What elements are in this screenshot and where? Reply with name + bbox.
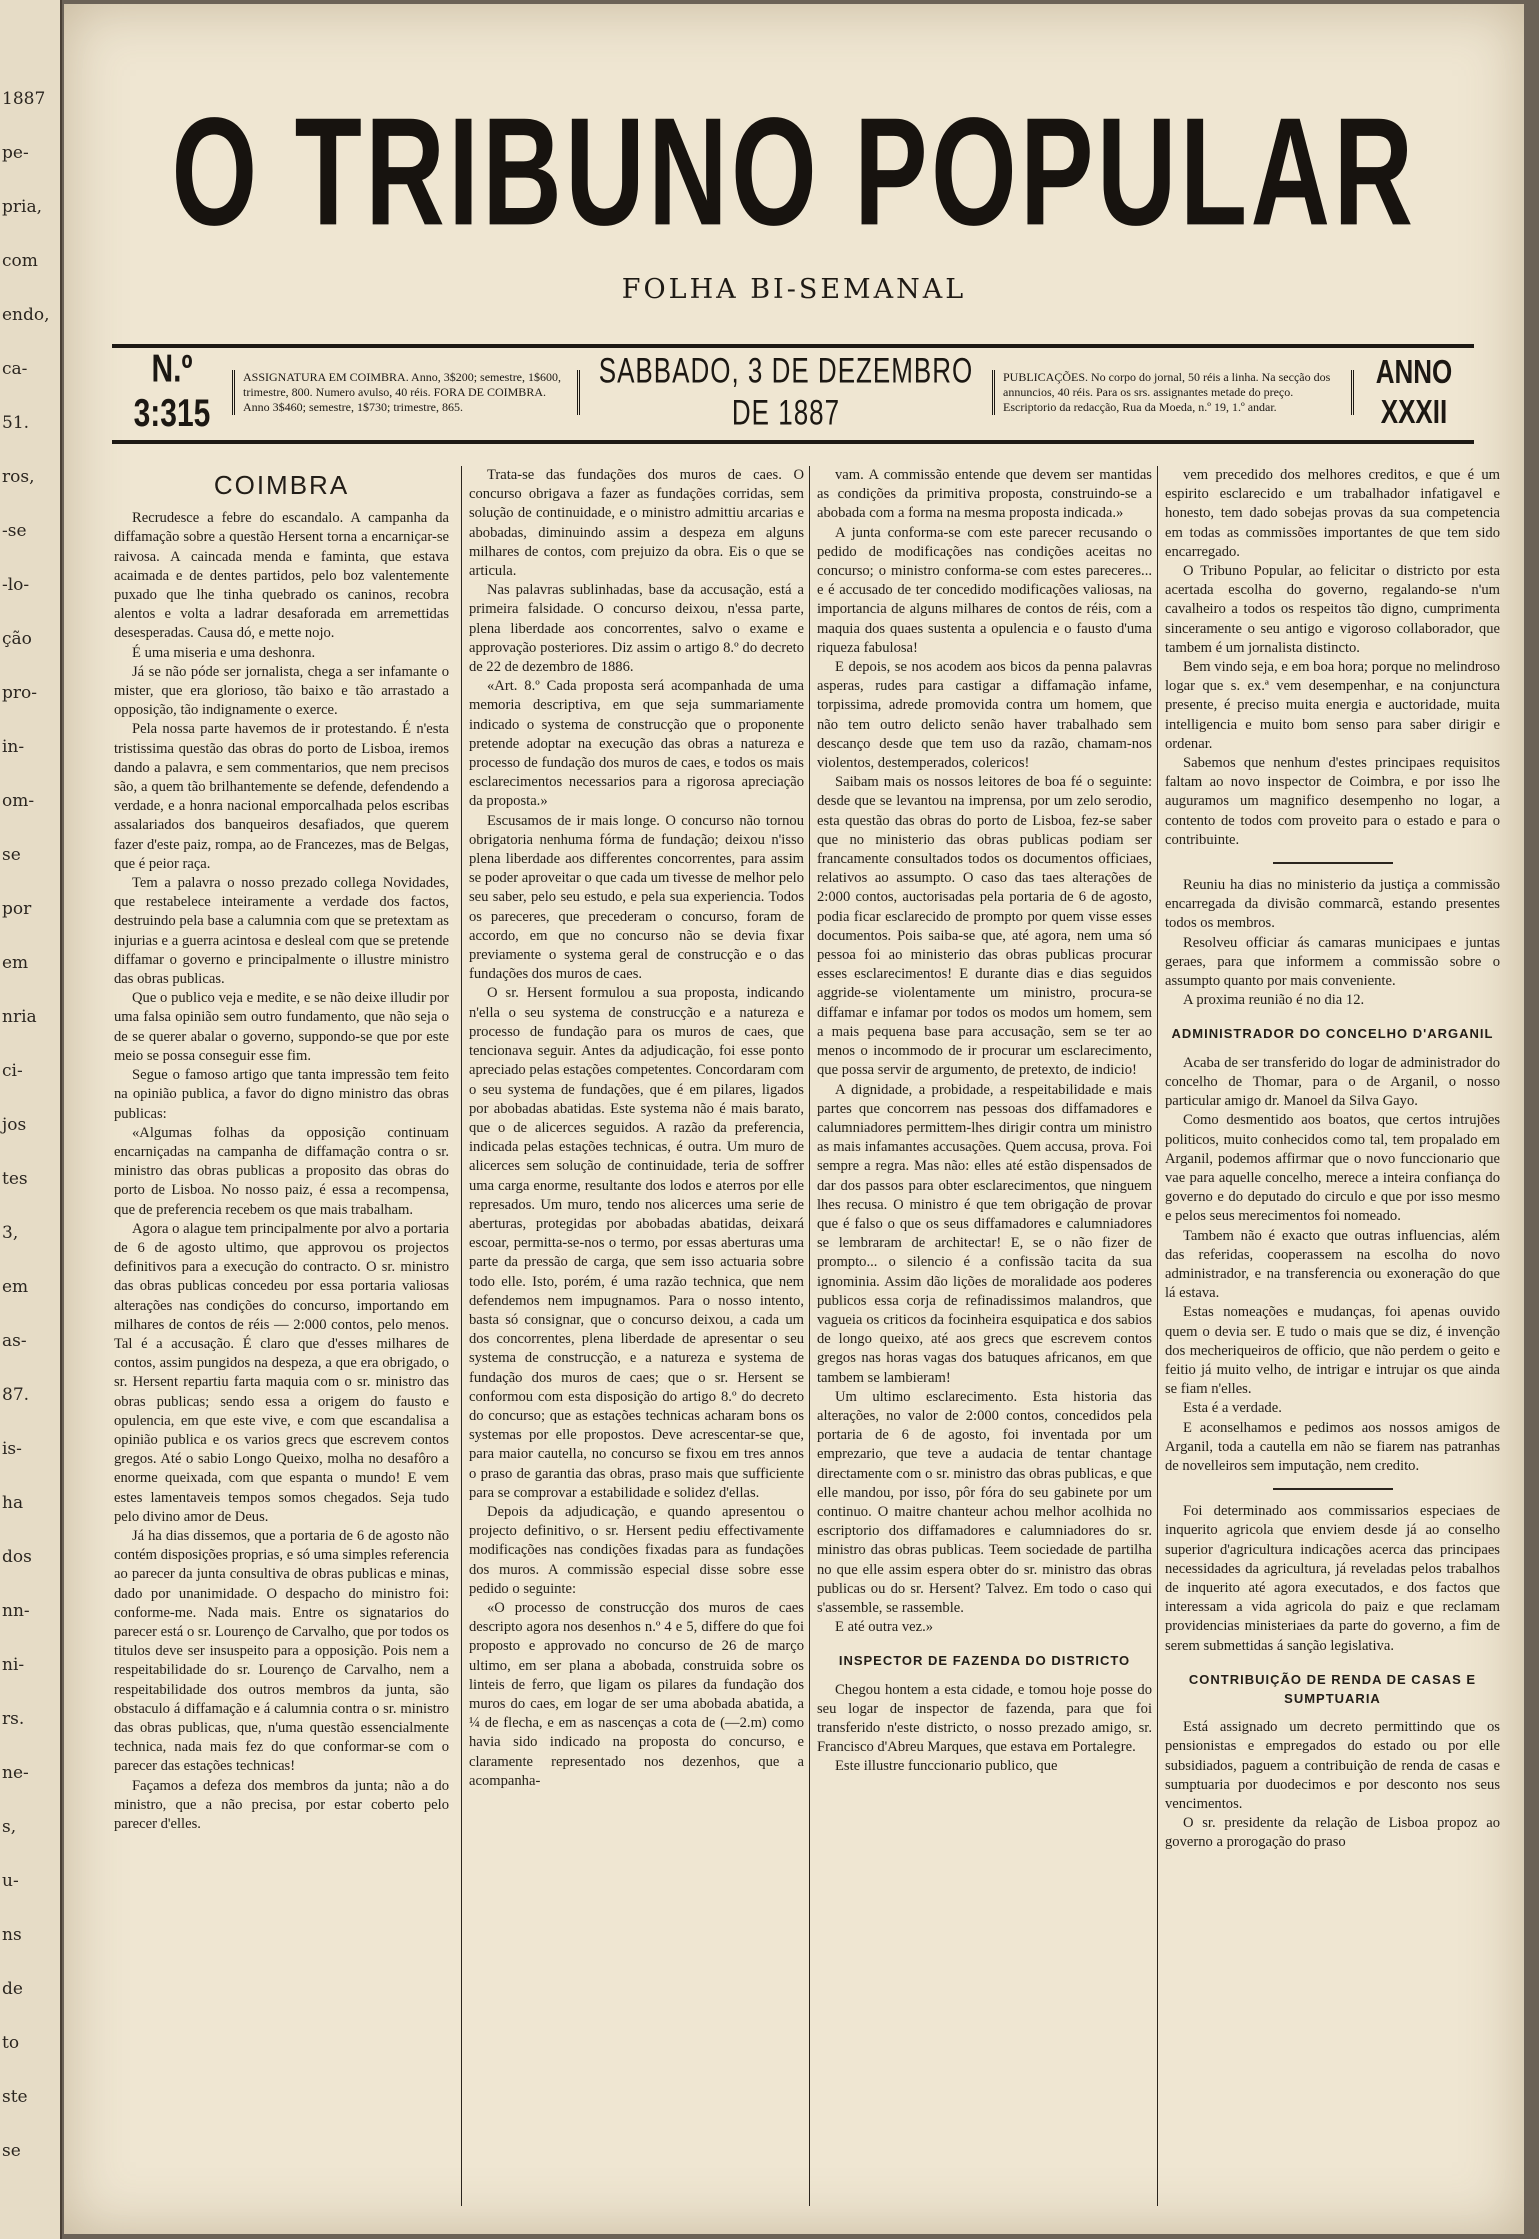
adjacent-page-fragment: s,	[2, 1817, 17, 1837]
paragraph: É uma miseria e uma deshonra.	[132, 644, 316, 661]
paragraph: «Algumas folhas da opposição continuam encarniçadas na campanha de diffamação contra o sr. ministro das obras publicas a proposito das obras do porto de Lisboa. No nosso paiz, é essa a recompensa, que de preferencia recebem os que mais trabalham.	[114, 1124, 449, 1218]
paragraph: O sr. presidente da relação de Lisboa propoz ao governo a prorogação do praso	[1165, 1815, 1500, 1851]
section-separator	[1273, 1488, 1393, 1490]
article-column-1	[114, 466, 449, 2206]
adjacent-page-fragment: to	[2, 2033, 20, 2053]
paragraph: Já ha dias dissemos, que a portaria de 6 de agosto não contém disposições proprias, e só uma simples referencia ao parecer da junta consultiva de obras publicas e minas, dado por unanimidade. O despacho do ministro foi: conforme-me. Nada mais. Entre os signatarios do parecer está o sr. Lourenço de Carvalho, que por todos os titulos deve ser insuspeito para a opposição. Pois nem a respeitabilidade do sr. Lourenço de Carvalho, nem a respeitabilidade dos outros membros da junta, são obstaculo á diffamação e á calumnia contra o sr. ministro das obras publicas, que, n'uma questão essencialmente technica, nada mais fez do que conformar-se com o parecer das estações technicas!	[114, 1527, 449, 1775]
paragraph: Recrudesce a febre do escandalo. A campanha da diffamação sobre a questão Hersent torna a encarniçar-se raivosa. A caincada menda e faminta, que estava acaimada e de dentes partidos, pelo boz valentemente puxado que lhe tinha quebrado os caninos, recobra alentos e volta a ladrar desaforada em arremettidas desesperadas. Causa dó, e mette nojo.	[114, 510, 449, 642]
adjacent-page-fragment: ha	[2, 1493, 24, 1513]
adjacent-page-fragment: -se	[2, 521, 27, 541]
paragraph: Sabemos que nenhum d'estes principaes requisitos faltam ao novo inspector de Coimbra, e por isso lhe auguramos um magnifico desempenho no logar, a contento de todos com proveito para o estado e para o contribuinte.	[1165, 755, 1500, 848]
paragraph: Estas nomeações e mudanças, foi apenas ouvido quem o devia ser. E tudo o mais que se diz, é invenção dos mecheriqueiros de officio, que não perdem o geito e feitio já muito velho, de intrigar e intrujar os que ainda se fiam n'elles.	[1165, 1304, 1500, 1398]
paragraph: O Tribuno Popular, ao felicitar o districto por esta acertada escolha do governo, regalando-se n'um cavalheiro a todos os respeitos tão digno, cumprimenta sinceramente o seu antigo e vigoroso collaborador, que tambem é um jornalista distincto.	[1165, 563, 1500, 656]
paragraph: Bem vindo seja, e em boa hora; porque no melindroso logar que s. ex.ª vem desempenhar, e na conjunctura presente, é preciso muita energia e auctoridade, muita intelligencia e muito bom senso para saber dirigir e ordenar.	[1165, 659, 1500, 752]
paragraph: Saibam mais os nossos leitores de boa fé o seguinte: desde que se levantou na imprensa, por um zelo serodio, esta questão das obras do porto de Lisboa, fez-se saber que no ministerio das obras publicas podiam ser francamente consultados todos os documentos officiaes, relativos ao assumpto. O caso das taes alterações de 2:000 contos, auctorisadas pela portaria de 6 de agosto, podia ficar esclarecido de prompto por quem visse esses documentos. Pois saiba-se que, até agora, nem uma só pessoa foi ao ministerio das obras publicas procurar esses esclarecimentos! E durante dias e dias seguidos aggride-se violentamente um ministro, procura-se diffamar e infamar por todos os modos um homem, sem a mais pequena base para accusação, sem se ter ao menos o incommodo de ir procurar um esclarecimento, que possa servir de argumento, de pretexto, de indicio!	[817, 774, 1152, 1079]
adjacent-page-fragment: ns	[2, 1925, 22, 1945]
paragraph: A junta conforma-se com este parecer recusando o pedido de modificações nas condições aceitas no concurso; o ministro conforma-se com estes pareceres... e é accusado de ter concedido modificações valiosas, na importancia de alguns milhares de contos de réis, com a maquia dos quaes sustenta a opulencia e o fausto d'uma riqueza fabulosa!	[817, 524, 1152, 656]
column-divider	[809, 466, 810, 2206]
adjacent-page-fragment: ção	[2, 629, 32, 649]
article-column-3	[817, 466, 1152, 2206]
paragraph: vem precedido dos melhores creditos, e que é um espirito esclarecido e um trabalhador infatigavel e honesto, tem dado sobejas provas da sua competencia em todas as commissões importantes de que tem sido encarregado.	[1165, 467, 1500, 560]
adjacent-page-fragment: -lo-	[2, 575, 30, 595]
adjacent-page-fragment: ca-	[2, 359, 28, 379]
adjacent-page-strip	[0, 0, 62, 2239]
adjacent-page-fragment: as-	[2, 1331, 27, 1351]
adjacent-page-fragment: pe-	[2, 143, 29, 163]
article-column-4	[1165, 466, 1500, 2206]
adjacent-page-fragment: em	[2, 1277, 29, 1297]
paragraph: Tem a palavra o nosso prezado collega Novidades, que restabelece inteiramente a verdade dos factos, destruindo pela base a calumnia com que se pretextam as injurias e a guerra acintosa e desleal com que se pretende diffamar o governo e principalmente o illustre ministro das obras publicas.	[114, 875, 449, 988]
section-separator	[1273, 862, 1393, 864]
section-heading: INSPECTOR DE FAZENDA DO DISTRICTO	[838, 1653, 1131, 1669]
paragraph: Trata-se das fundações dos muros de caes. O concurso obrigava a fazer as fundações corridas, sem solução de continuidade, e o ministro admittiu arcarias e abobadas, diminuindo assim a despeza em alguns milhares de contos, com prejuizo da obra. Eis o que se articula.	[469, 467, 804, 580]
adjacent-page-fragment: tes	[2, 1169, 28, 1189]
paragraph: Esta é a verdade.	[1183, 1400, 1282, 1417]
issue-number: N.º 3:315	[133, 347, 211, 435]
paragraph: Que o publico veja e medite, e se não deixe illudir por uma falsa opinião sem outro fundamento, que não seja o de se querer abalar o governo, suppondo-se que por este meio se possa conseguir esse fim.	[114, 990, 449, 1064]
paragraph: Este illustre funccionario publico, que	[835, 1758, 1058, 1775]
adjacent-page-fragment: se	[2, 845, 21, 865]
paragraph: A dignidade, a probidade, a respeitabilidade e mais partes que concorrem nas pessoas dos diffamadores e calumniadores permittem-lhes dirigir contra um ministro as mais infamantes accusações. Quem accusa, prova. Foi sempre a regra. Mas não: elles até estão dispensados de dar dos passos para obter esclarecimentos, que ninguem lhes recusa. O ministro é que tem obrigação de provar que é falso o que os seus diffamadores e calumniadores se lembraram de architectar! E, se o não fizer de prompto... o silencio é a confissão tacita da sua ignominia. Assim dão lições de moralidade aos poderes publicos essa corja de refinadissimos malandros, que vagueia os criticos da focinheira esquipatica e dos sabios de longo queixo, até aos grecs que escrevem contos gregos nas horas vagas dos batuques africanos, em que tambem se lambieram!	[817, 1081, 1152, 1386]
paragraph: Como desmentido aos boatos, que certos intrujões politicos, muito conhecidos como tal, tem propalado em Arganil, podemos affirmar que o novo funccionario que vae para aquelle concelho, merece a inteira confiança do governo e do deputado do circulo e que por isso mesmo e pelos seus merecimentos foi nomeado.	[1165, 1112, 1500, 1225]
paragraph: O sr. Hersent formulou a sua proposta, indicando n'ella o seu systema de construcção e a natureza e processo de fundação para os muros de caes, que tencionava seguir. Antes da adjudicação, foi esse ponto apreciado pelas estações competentes. Concordaram com o seu systema de fundações, que é em pilares, ligados por abobadas abatidas. Este systema não é mais barato, que o de alicerces seguidos. A razão da preferencia, indicada pelas estações technicas, é outra. Um muro de alicerces sem solução de continuidade, teria de soffrer uma carga enorme, resultante dos lodos e aterros por elle represados. Um muro, tendo nos alicerces uma serie de aberturas, protegidas por abobadas abatidas, deixará escoar, permitta-se-nos o termo, por essas aberturas uma parte da pressão de carga, que sem isso actuaria sobre todo elle. Isto, porém, é uma razão technica, que nem defendemos nem impugnamos. Para o nosso intento, basta só consignar, que o concurso deixou, a cada um dos concorrentes, plena liberdade de apresentar o seu systema de construcção, e a natureza e systema de fundação dos muros de caes; que o sr. Hersent se conformou com esta disposição do artigo 8.º do decreto do concurso; que as estações technicas acharam bons os systemas por elle propostos. Deve acrescentar-se que, para maior cautella, no concurso se fixou em tres annos o praso de garantia das obras, praso mais que sufficiente para se comprovar a estabilidade e solidez d'ellas.	[469, 985, 804, 1501]
adjacent-page-fragment: ni-	[2, 1655, 25, 1675]
paragraph: Foi determinado aos commissarios especiaes de inquerito agricola que enviem desde já ao conselho superior d'agricultura indicações acerca das principaes necessidades da agricultura, já reveladas pelos trabalhos de inquerito até agora executados, e dos factos que interessam a vida agricola do paiz e que reclamam providencias ministeriaes da parte do governo, a fim de serem submettidas á sanção legislativa.	[1165, 1503, 1500, 1654]
section-heading: ADMINISTRADOR DO CONCELHO D'ARGANIL	[1171, 1026, 1494, 1042]
adjacent-page-fragment: ci-	[2, 1061, 23, 1081]
adjacent-page-fragment: ste	[2, 2087, 28, 2107]
issue-info-row	[112, 347, 1474, 435]
newspaper-page	[64, 4, 1524, 2234]
adjacent-page-fragment: nn-	[2, 1601, 30, 1621]
paragraph: Já se não póde ser jornalista, chega a ser infamante o mister, que era glorioso, tão baixo e tão arrastado a opposição, tão indignamente o exerce.	[114, 663, 449, 719]
article-heading: COIMBRA	[213, 470, 350, 500]
adjacent-page-fragment: 87.	[2, 1385, 30, 1405]
paragraph: A proxima reunião é no dia 12.	[1183, 992, 1365, 1009]
paragraph: vam. A commissão entende que devem ser mantidas as condições da primitiva proposta, construindo-se a abobada com a forma na mesma proposta indicada.»	[817, 467, 1152, 522]
column-divider	[1157, 466, 1158, 2206]
paragraph: E aconselhamos e pedimos aos nossos amigos de Arganil, toda a cautella em não se fiarem nas patranhas de novelleiros sem imputação, nem credito.	[1165, 1419, 1500, 1474]
adjacent-page-fragment: 3,	[2, 1223, 19, 1243]
adjacent-page-fragment: pro-	[2, 683, 37, 703]
paragraph: Um ultimo esclarecimento. Esta historia das alterações, no valor de 2:000 contos, concedidos pela portaria de 6 de agosto, foi inventada por um emprezario, que teve a audacia de tentar chantage directamente com o sr. ministro das obras publicas, e que elle mandou, por isso, pôr fóra do seu gabinete por um continuo. O maitre chanteur achou melhor acolhida no escriptorio dos diffamadores e calumniadores do sr. ministro das obras publicas. Teem sociedade de partilha no que elle assim espera obter do sr. ministro das obras publicas ou do sr. Hersent? Talvez. Em todo o caso qui s'assemble, se rassemble.	[817, 1388, 1152, 1616]
paragraph: «Art. 8.º Cada proposta será acompanhada de uma memoria descriptiva, em que seja summariamente indicado o systema de construcção que o proponente pretende adoptar na execução das obras a natureza e processo de fundação dos muros de caes, e todos os mais esclarecimentos necessarios para a rigorosa apreciação da proposta.»	[469, 678, 804, 810]
header-rule-bottom	[112, 440, 1474, 444]
adjacent-page-fragment: endo,	[2, 305, 50, 325]
adjacent-page-fragment: om-	[2, 791, 35, 811]
paragraph: Está assignado um decreto permittindo que os pensionistas e empregados do estado ou por elle subsidiados, paguem a contribuição de renda de casas e sumptuaria por duodecimos e por desconto nos seus vencimentos.	[1165, 1719, 1500, 1812]
masthead-title: O TRIBUNO POPULAR	[171, 86, 1417, 259]
paragraph: Chegou hontem a esta cidade, e tomou hoje posse do seu logar de inspector de fazenda, para que foi transferido n'este districto, o nosso prezado amigo, sr. Francisco d'Abreu Marques, que estava em Portalegre.	[817, 1681, 1152, 1756]
adjacent-page-fragment: de	[2, 1979, 23, 1999]
issue-date: SABBADO, 3 DE DEZEMBRO DE 1887	[598, 350, 974, 433]
issue-year: ANNO XXXII	[1375, 351, 1453, 431]
adjacent-page-fragment: in-	[2, 737, 25, 757]
paragraph: Nas palavras sublinhadas, base da accusação, está a primeira falsidade. O concurso deixou, n'essa parte, plena liberdade aos concorrentes, salvo o exame e approvação posteriores. Diz assim o artigo 8.º do decreto de 22 de dezembro de 1886.	[469, 582, 804, 676]
article-column-2	[469, 466, 804, 2206]
adjacent-page-fragment: ne-	[2, 1763, 29, 1783]
paragraph: Tambem não é exacto que outras influencias, além das referidas, cooperassem na escolha do novo administrador, e na transferencia ou exoneração do que lá estava.	[1165, 1227, 1500, 1302]
adjacent-page-fragment: por	[2, 899, 32, 919]
adjacent-page-fragment: 1887	[2, 89, 46, 109]
adjacent-page-fragment: 51.	[2, 413, 30, 433]
paragraph: «O processo de construcção dos muros de caes descripto agora nos desenhos n.º 4 e 5, differe do que foi proposto e approvado no concurso de 26 de março ultimo, em ser plana a abobada, construida sobre os linteis de ferro, que ligam os pilares da fundação dos muros do caes, em logar de ser uma abobada abatida, a ¼ de flecha, e em as nascenças a cota de (—2.m) como havia sido indicado na proposta do concurso, e claramente representado nos dezenhos, que a acompanha-	[469, 1599, 804, 1789]
paragraph: Escusamos de ir mais longe. O concurso não tornou obrigatoria nenhuma fórma de fundação; deixou n'isso plena liberdade aos differentes concorrentes, para assim se poder aproveitar o que cada um tivesse de melhor pelo seu saber, pelo seu estudo, e pela sua experiencia. Todos os pareceres, que precederam o concurso, foram de accordo, em que no concurso não se devia fixar previamente o systema geral de construcção e o das fundações dos muros de caes.	[469, 812, 804, 983]
paragraph: E depois, se nos acodem aos bicos da penna palavras asperas, rudes para castigar a diffamação infame, torpissima, adrede promovida contra um homem, que não tem outro delicto senão haver trabalhado sem descanço desde que tem uso da razão, chamam-nos violentos, destemperados, colericos!	[817, 659, 1152, 772]
column-divider	[461, 466, 462, 2206]
adjacent-page-fragment: se	[2, 2141, 21, 2161]
publication-prices: PUBLICAÇÕES. No corpo do jornal, 50 réis a linha. Na secção dos annuncios, 40 réis. Para os srs. assignantes metade do preço. Escriptorio da redacção, Rua da Moeda, n.º 19, 1.º andar.	[992, 370, 1354, 415]
section-heading: CONTRIBUIÇÃO DE RENDA DE CASAS E SUMPTUARIA	[1188, 1671, 1477, 1706]
adjacent-page-fragment: jos	[2, 1115, 27, 1135]
adjacent-page-fragment: rs.	[2, 1709, 25, 1729]
masthead-subtitle: FOLHA BI-SEMANAL	[621, 274, 967, 305]
subscription-prices: ASSIGNATURA EM COIMBRA. Anno, 3$200; semestre, 1$600, trimestre, 800. Numero avulso, 40 réis. FORA DE COIMBRA. Anno 3$460; semestre, 1$730; trimestre, 865.	[232, 370, 580, 415]
header-rule-top	[112, 344, 1474, 348]
paragraph: Pela nossa parte havemos de ir protestando. É n'esta tristissima questão das obras do porto de Lisboa, iremos dando a palavra, e sem commentarios, que nem precisos são, a quem tão brilhantemente se defende, defendendo a verdade, e a honra nacional emporcalhada pelos escribas assalariados dos banqueiros desafiados, que querem fazer d'este paiz, rompa, ao de Francezes, mas de Belgas, que é peior raça.	[114, 721, 449, 872]
adjacent-page-fragment: is-	[2, 1439, 22, 1459]
paragraph: E até outra vez.»	[835, 1619, 934, 1636]
adjacent-page-fragment: ros,	[2, 467, 35, 487]
adjacent-page-fragment: dos	[2, 1547, 32, 1567]
paragraph: Agora o alague tem principalmente por alvo a portaria de 6 de agosto ultimo, que approvou os projectos definitivos para a execução do contracto. O sr. ministro das obras publicas concedeu por essa portaria valiosas alterações nas condições do concurso, importando em milhares de contos de réis — 2:000 contos, pelo menos. Tal é a accusação. É claro que d'esses milhares de contos, assim pungidos na despeza, a que era obrigado, o sr. Hersent repartiu farta maquia com o sr. ministro das obras publicas; sendo essa a origem do fausto e opulencia, em que este vive, e com que escandalisa a opinião publica e os varios grecs que escrevem contos gregos. Até o sabio Longo Queixo, molha no desafôro a enorme queixada, com que espanta o mundo! E vem estes lamentaveis tempos somos chegados. Seja tudo pelo divino amor de Deus.	[114, 1220, 449, 1525]
paragraph: Reuniu ha dias no ministerio da justiça a commissão encarregada da divisão commarcã, estando presentes todos os membros.	[1165, 877, 1500, 932]
adjacent-page-fragment: com	[2, 251, 38, 271]
paragraph: Acaba de ser transferido do logar de administrador do concelho de Thomar, para o de Arganil, o nosso particular amigo dr. Manoel da Silva Gayo.	[1165, 1054, 1500, 1110]
adjacent-page-fragment: nria	[2, 1007, 37, 1027]
paragraph: Resolveu officiar ás camaras municipaes e juntas geraes, para que informem a commissão sobre o assumpto quanto por mais conveniente.	[1165, 934, 1500, 990]
adjacent-page-fragment: pria,	[2, 197, 42, 217]
paragraph: Depois da adjudicação, e quando apresentou o projecto definitivo, o sr. Hersent pediu effectivamente modificações nas condições fixadas para as fundações dos muros. A commissão especial disse sobre esse pedido o seguinte:	[469, 1503, 804, 1597]
adjacent-page-fragment: em	[2, 953, 29, 973]
paragraph: Segue o famoso artigo que tanta impressão tem feito na opinião publica, a favor do digno ministro das obras publicas:	[114, 1067, 449, 1122]
adjacent-page-fragment: u-	[2, 1871, 19, 1891]
paragraph: Façamos a defeza dos membros da junta; não a do ministro, que a não precisa, por estar coberto pelo parecer d'elles.	[114, 1777, 449, 1833]
